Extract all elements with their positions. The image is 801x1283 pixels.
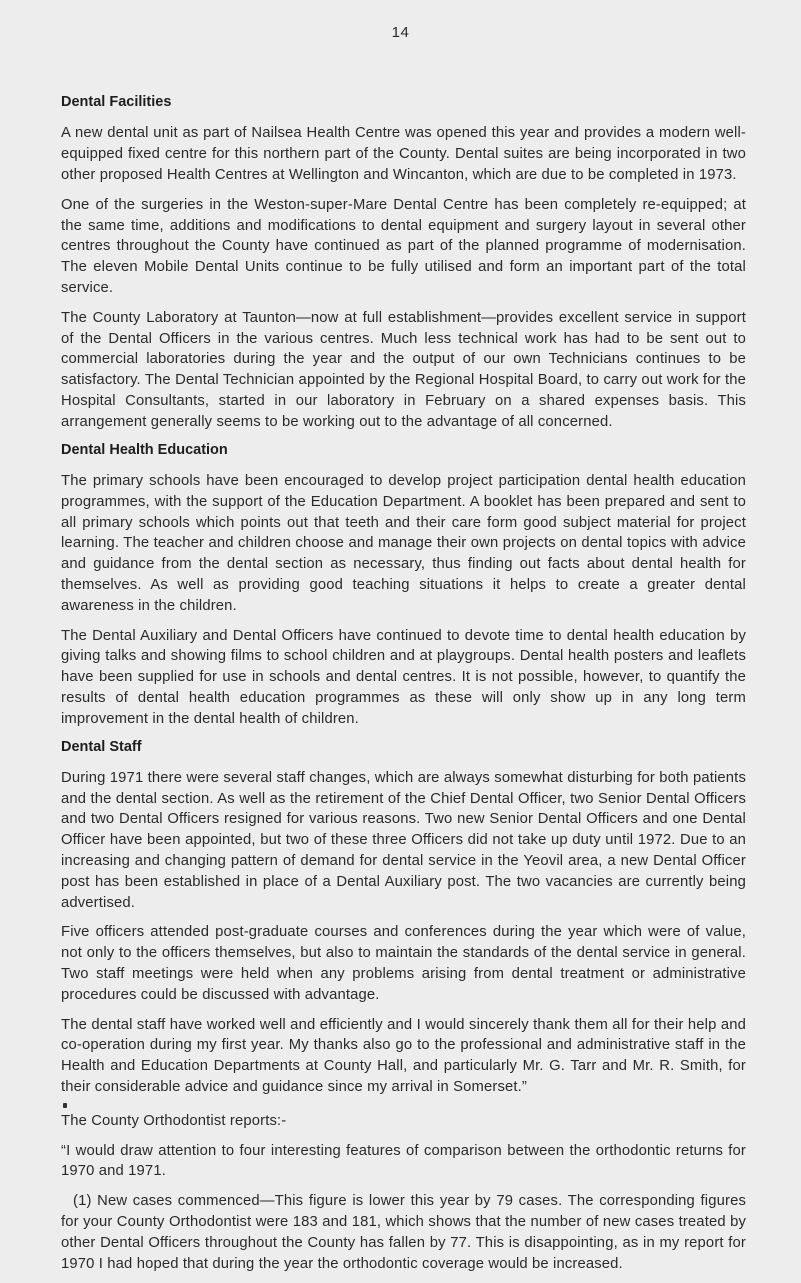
heading-dental-health-education: Dental Health Education bbox=[61, 441, 228, 458]
paragraph: “I would draw attention to four interesting features of comparison between the orthodontic returns for 1970 and 1971. bbox=[61, 1142, 746, 1180]
heading-dental-facilities: Dental Facilities bbox=[61, 94, 172, 110]
paragraph: During 1971 there were several staff changes, which are always somewhat disturbing for both patients and the dental section. As well as the retirement of the Chief Dental Officer, two Senior Dental Officers and two Dental Officers resigned for various reasons. Two new Senior Dental Officers and one Dental Officer have been appointed, but two of these three Officers did not take up duty until 1972. Due to an increasing and changing pattern of demand for dental service in the Yeovil area, a new Dental Officer post has been established in place of a Dental Auxiliary post. The two vacancies are currently being advertised. bbox=[61, 769, 746, 911]
paragraph: Five officers attended post-graduate courses and conferences during the year which were of value, not only to the officers themselves, but also to maintain the standards of the dental service in general. Two staff meetings were held when any problems arising from dental treatment or administrative procedures could be discussed with advantage. bbox=[61, 924, 746, 1003]
paragraph: The County Laboratory at Taunton—now at full establishment—provides excellent service in support of the Dental Officers in the various centres. Much less technical work has had to be sent out to commercial laboratories during the year and the output of our own Technicians continues to be satisfactory. The Dental Technician appointed by the Regional Hospital Board, to carry out work for the Hospital Consultants, started in our laboratory in February on a shared expenses basis. This arrangement generally seems to be working out to the advantage of all concerned. bbox=[61, 309, 746, 430]
paragraph: The dental staff have worked well and efficiently and I would sincerely thank them all for their help and co-operation during my first year. My thanks also go to the professional and administrative staff in the Health and Education Departments at County Hall, and particularly Mr. G. Tarr and Mr. R. Smith, for their considerable advice and guidance since my arrival in Somerset.” bbox=[61, 1016, 746, 1096]
document-body bbox=[61, 94, 746, 1283]
ink-mark bbox=[63, 1103, 67, 1108]
paragraph: One of the surgeries in the Weston-super-Mare Dental Centre has been completely re-equipped; at the same time, additions and modifications to dental equipment and surgery layout in several other centres throughout the County have continued as part of the planned programme of modernisation. The eleven Mobile Dental Units continue to be fully utilised and form an important part of the total service. bbox=[61, 196, 746, 296]
page-number: 14 bbox=[391, 24, 410, 41]
heading-dental-staff: Dental Staff bbox=[61, 738, 142, 755]
orthodontist-intro: The County Orthodontist reports:- bbox=[61, 1112, 287, 1129]
paragraph: The Dental Auxiliary and Dental Officers have continued to devote time to dental health education by giving talks and showing films to school children and at playgroups. Dental health posters and leaflets have been supplied for use in schools and dental centres. It is not possible, however, to quantify the results of dental health education programmes as these will only show up in any long term improvement in the dental health of children. bbox=[61, 627, 746, 727]
paragraph: The primary schools have been encouraged to develop project participation dental health education programmes, with the support of the Education Department. A booklet has been prepared and sent to all primary schools which points out that teeth and their care form good subject material for project learning. The teacher and children choose and manage their own projects on dental topics with advice and guidance from the dental section as necessary, thus finding out facts about dental health for themselves. As well as providing good teaching situations it helps to create a greater dental awareness in the children. bbox=[61, 472, 746, 614]
paragraph: A new dental unit as part of Nailsea Health Centre was opened this year and provides a modern well-equipped fixed centre for this northern part of the County. Dental suites are being incorporated in two other proposed Health Centres at Wellington and Wincanton, which are due to be completed in 1973. bbox=[61, 125, 746, 183]
paragraph-numbered: (1) New cases commenced—This figure is lower this year by 79 cases. The corresponding figures for your County Orthodontist were 183 and 181, which shows that the number of new cases treated by other Dental Officers throughout the County has fallen by 77. This is disappointing, as in my report for 1970 I had hoped that during the year the orthodontic coverage would be increased. bbox=[61, 1193, 746, 1272]
